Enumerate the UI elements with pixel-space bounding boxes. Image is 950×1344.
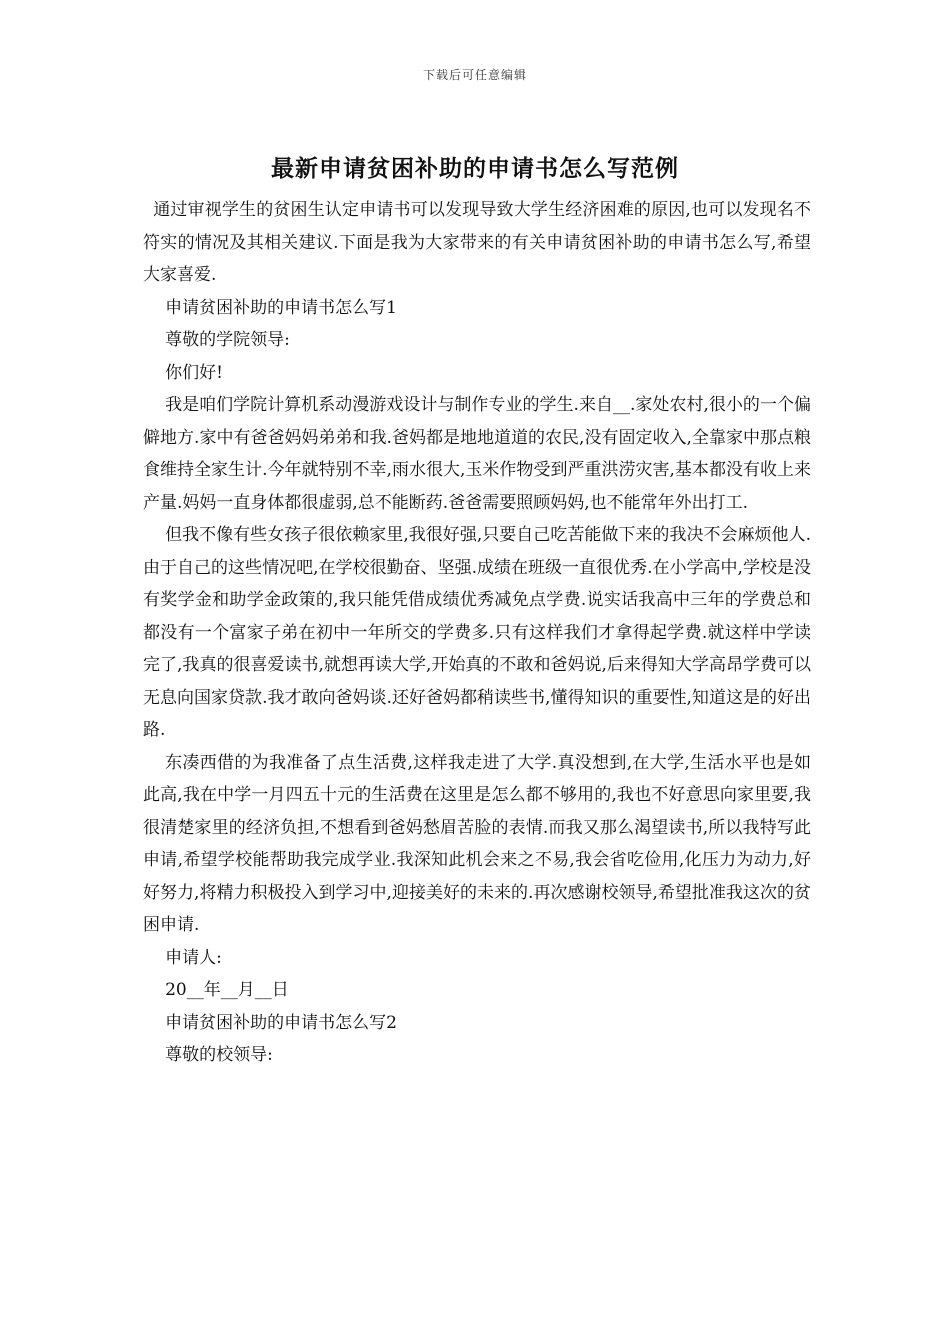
salutation-1: 尊敬的学院领导:	[165, 330, 290, 350]
salutation-2: 尊敬的校领导:	[165, 1045, 273, 1065]
intro-paragraph: 通过审视学生的贫困生认定申请书可以发现导致大学生经济困难的原因,也可以发现名不符实的情况及其相关建议.下面是我为大家带来的有关申请贫困补助的申请书怎么写,希望大家喜爱.	[143, 200, 811, 285]
applicant-label: 申请人:	[165, 947, 222, 968]
document-title: 最新申请贫困补助的申请书怎么写范例	[271, 155, 679, 182]
body-paragraph-2: 但我不像有些女孩子很依赖家里,我很好强,只要自己吃苦能做下来的我决不会麻烦他人.由于自己的这些情况吧,在学校很勤奋、坚强.成绩在班级一直很优秀.在小学高中,学校是没有奖学金和助学金政策的,我只能凭借成绩优秀减免点学费.说实话我高中三年的学费总和都没有一个富家子弟在初中一年所交的学费多.只有这样我们才拿得起学费.就这样中学读完了,我真的很喜爱读书,就想再读大学,开始真的不敢和爸妈说,后来得知大学高昂学费可以无息向国家贷款.我才敢向爸妈谈.还好爸妈都稍读些书,懂得知识的重要性,知道这是的好出路.	[143, 525, 811, 740]
body-paragraph-1: 我是咱们学院计算机系动漫游戏设计与制作专业的学生.来自__.家处农村,很小的一个偏僻地方.家中有爸爸妈妈弟弟和我.爸妈都是地地道道的农民,没有固定收入,全靠家中那点粮食维持全家生计.今年就特别不幸,雨水很大,玉米作物受到严重洪涝灾害,基本都没有收上来产量.妈妈一直身体都很虚弱,总不能断药.爸爸需要照顾妈妈,也不能常年外出打工.	[143, 395, 811, 513]
document-body	[143, 194, 811, 1072]
body-paragraph-3: 东凑西借的为我准备了点生活费,这样我走进了大学.真没想到,在大学,生活水平也是如此高,我在中学一月四五十元的生活费在这里是怎么都不够用的,我也不好意思向家里要,我很清楚家里的经济负担,不想看到爸妈愁眉苦脸的表情.而我又那么渴望读书,所以我特写此申请,希望学校能帮助我完成学业.我深知此机会来之不易,我会省吃俭用,化压力为动力,好好努力,将精力积极投入到学习中,迎接美好的未来的.再次感谢校领导,希望批准我这次的贫困申请.	[143, 752, 811, 935]
date-line: 20__年__月__日	[165, 980, 289, 1000]
section-heading-2: 申请贫困补助的申请书怎么写2	[165, 1012, 397, 1033]
header-note: 下载后可任意编辑	[422, 68, 527, 82]
section-heading-1: 申请贫困补助的申请书怎么写1	[165, 297, 397, 318]
greeting: 你们好!	[165, 362, 223, 383]
